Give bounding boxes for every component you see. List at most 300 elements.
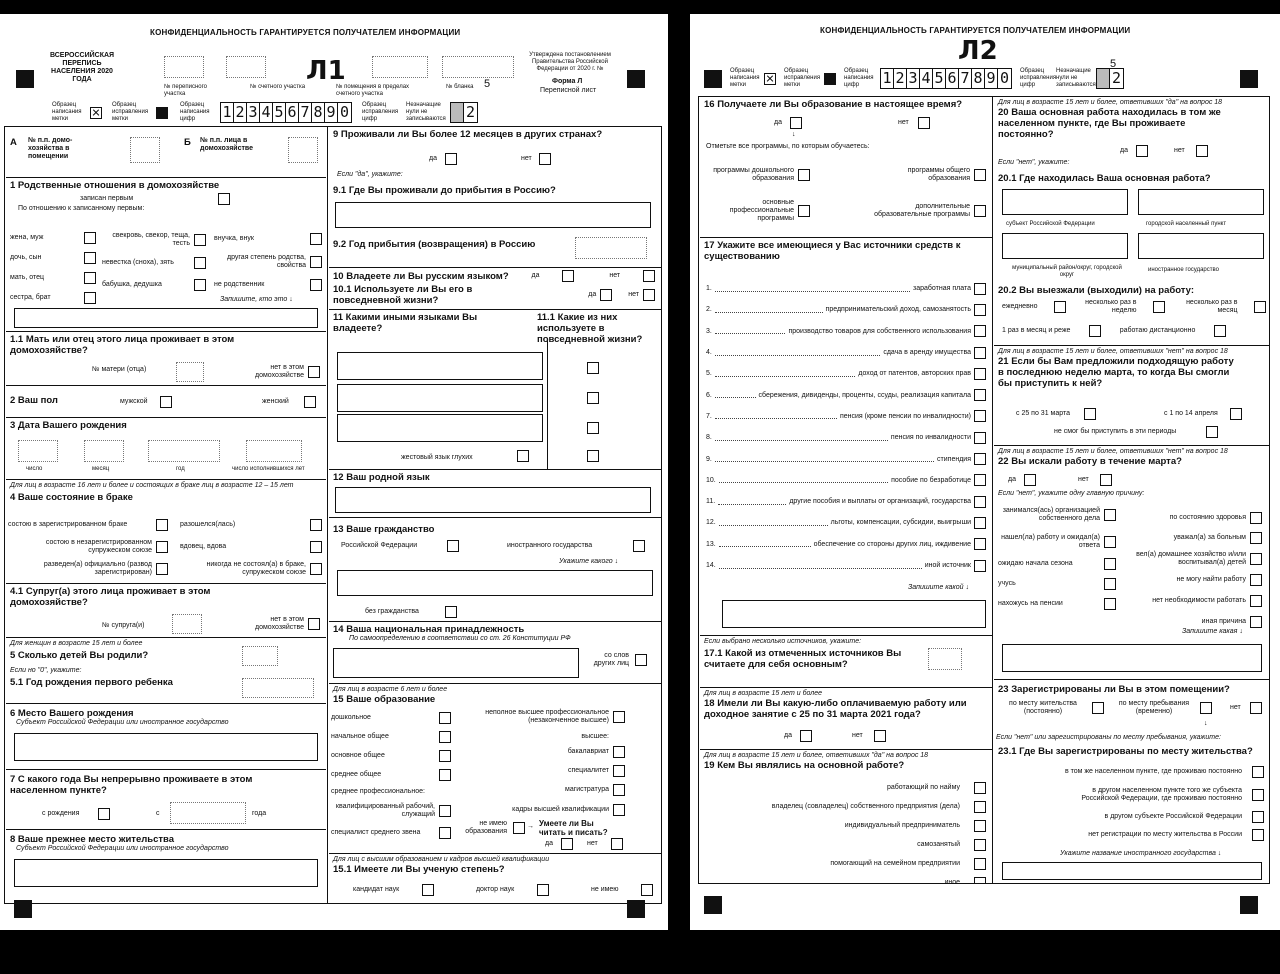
- question-title: 8 Ваше прежнее место жительства: [10, 834, 175, 845]
- relation-checkbox[interactable]: [84, 232, 96, 244]
- language-field-2[interactable]: [337, 384, 543, 412]
- marital-checkbox[interactable]: [156, 519, 168, 531]
- income-label: пенсия (кроме пенсии по инвалидности): [839, 412, 971, 420]
- marital-checkbox[interactable]: [156, 563, 168, 575]
- language-daily-checkbox-3[interactable]: [587, 422, 599, 434]
- relation-checkbox[interactable]: [194, 257, 206, 269]
- since-birth-checkbox[interactable]: [98, 808, 110, 820]
- question-title: 21 Если бы Вам предложили подходящую работу в последнюю неделю марта, то когда Вы смогли бы приступить к ней?: [998, 356, 1234, 389]
- arrival-year-box[interactable]: [575, 237, 647, 259]
- option-label: доктор наук: [475, 886, 515, 893]
- question-title: 9.2 Год прибытия (возвращения) в Россию: [333, 239, 536, 250]
- job-status-list: [710, 778, 986, 883]
- confidentiality-notice: КОНФИДЕНЦИАЛЬНОСТЬ ГАРАНТИРУЕТСЯ ПОЛУЧАТЕЛЕМ ИНФОРМАЦИИ: [150, 28, 461, 37]
- question-title: 13 Ваше гражданство: [333, 524, 435, 535]
- option-label: мужской: [120, 398, 148, 405]
- russian-no-checkbox[interactable]: [643, 270, 655, 282]
- read-write-question: Умеете ли Вы читать и писать?: [539, 819, 608, 837]
- studying-no-checkbox[interactable]: [918, 117, 930, 129]
- reason-checkbox[interactable]: [1250, 512, 1262, 524]
- income-label: предпринимательский доход, самозанятость: [825, 306, 971, 314]
- education-checkbox[interactable]: [613, 804, 625, 816]
- marital-col-a: [8, 514, 168, 580]
- census-form-l1: [0, 14, 668, 930]
- stateless-checkbox[interactable]: [445, 606, 457, 618]
- job-status-checkbox[interactable]: [974, 858, 986, 870]
- reason-checkbox[interactable]: [1250, 616, 1262, 628]
- income-label: доход от патентов, авторских прав: [858, 370, 971, 378]
- work-region-field[interactable]: [1002, 189, 1128, 215]
- relation-checkbox[interactable]: [84, 252, 96, 264]
- q6-birthplace: [6, 703, 326, 769]
- residence-checkbox[interactable]: [1252, 766, 1264, 778]
- digit: 1: [881, 69, 894, 88]
- if-no-note: Если "нет", укажите:: [998, 159, 1070, 166]
- question-title: 20 Ваша основная работа находилась в том же населенном пункте, где Вы проживаете постоянно?: [998, 107, 1221, 140]
- same-locality-no-checkbox[interactable]: [1196, 145, 1208, 157]
- citizenship-foreign-checkbox[interactable]: [633, 540, 645, 552]
- age-note: Для лиц в возрасте 15 лет и более, ответивших "да" на вопрос 18: [998, 99, 1223, 106]
- degree-checkbox[interactable]: [641, 884, 653, 896]
- relation-checkbox[interactable]: [194, 279, 206, 291]
- read-no-checkbox[interactable]: [611, 838, 623, 850]
- q15-education: Для лиц в возрасте 6 лет и более 15 Ваше образование дошкольное начальное общее основное общее среднее общее среднее профессиональное: квалифицированный рабочий, служащий специалист среднего звена неполное высшее профессиональное (незаконченное высшее) высшее: бакалавриат специалитет магистратура кадры высшей квалификации не имею образования → Умеете ли Вы читать и писать? да нет: [329, 683, 661, 853]
- option-label: занимался(ась) организацией собственного дела: [1002, 507, 1100, 522]
- option-label: несколько раз в неделю: [1085, 299, 1137, 314]
- q10-russian: [329, 267, 661, 309]
- samples-row: [730, 68, 1124, 89]
- birth-month-box[interactable]: [84, 440, 124, 462]
- question-title: 14 Ваша национальная принадлежность: [333, 624, 525, 635]
- age-note: Для лиц в возрасте 15 лет и более, ответивших "да" на вопрос 18: [704, 752, 929, 759]
- write-who-note: Запишите, кто это ↓: [220, 296, 293, 303]
- q17-1-main-source: [700, 635, 992, 687]
- commute-checkbox[interactable]: [1054, 301, 1066, 313]
- work-country-field[interactable]: [1138, 233, 1264, 259]
- marital-checkbox[interactable]: [310, 563, 322, 575]
- relation-note: По отношению к записанному первым:: [18, 205, 145, 212]
- question-title: 23 Зарегистрированы ли Вы в этом помещении?: [998, 684, 1230, 695]
- search-yes-checkbox[interactable]: [1024, 474, 1036, 486]
- question-title: 3 Дата Вашего рождения: [10, 420, 127, 431]
- income-checkbox[interactable]: [974, 538, 986, 550]
- option-label: нет регистрации по месту жительства в России: [1088, 831, 1242, 838]
- field-a-label: № п.п. домо-хозяйства в помещении: [28, 137, 73, 160]
- registration-marker: [1240, 70, 1258, 88]
- language-daily-checkbox-1[interactable]: [587, 362, 599, 374]
- income-checkbox[interactable]: [974, 389, 986, 401]
- language-daily-checkbox-2[interactable]: [587, 392, 599, 404]
- question-title: 17.1 Какой из отмеченных источников Вы считаете для себя основным?: [704, 648, 902, 670]
- commute-checkbox[interactable]: [1089, 325, 1101, 337]
- previous-country-field[interactable]: [335, 202, 651, 228]
- program-checkbox[interactable]: [798, 205, 810, 217]
- option-label: не могу найти работу: [1176, 576, 1246, 583]
- option-label: вдовец, вдова: [180, 543, 227, 550]
- russian-yes-checkbox[interactable]: [562, 270, 574, 282]
- work-district-field[interactable]: [1002, 233, 1128, 259]
- paid-work-no-checkbox[interactable]: [874, 730, 886, 742]
- relation-checkbox[interactable]: [310, 256, 322, 268]
- reason-checkbox[interactable]: [1104, 598, 1116, 610]
- other-reason-field[interactable]: [1002, 644, 1262, 672]
- digit: 1: [221, 103, 234, 122]
- option-label: иная причина: [1201, 618, 1246, 625]
- residence-list: [1000, 762, 1264, 844]
- first-recorded-checkbox[interactable]: [218, 193, 230, 205]
- degree-checkbox[interactable]: [422, 884, 434, 896]
- registration-checkbox[interactable]: [1250, 702, 1262, 714]
- program-checkbox[interactable]: [974, 169, 986, 181]
- education-col-b: [485, 702, 625, 821]
- education-checkbox[interactable]: [613, 784, 625, 796]
- option-label: без гражданства: [365, 608, 419, 615]
- sample-digits-label: Образец написания цифр: [844, 68, 874, 88]
- spouse-number-label: № супруга(и): [102, 622, 145, 629]
- reason-checkbox[interactable]: [1104, 558, 1116, 570]
- income-label: сдача в аренду имущества: [883, 349, 971, 357]
- read-yes-checkbox[interactable]: [561, 838, 573, 850]
- start-period-checkbox[interactable]: [1084, 408, 1096, 420]
- write-who-label: Запишите, кто это: [220, 296, 288, 303]
- marital-col-b: [180, 514, 322, 580]
- question-title: 22 Вы искали работу в течение марта?: [998, 456, 1182, 467]
- abroad-no-checkbox[interactable]: [539, 153, 551, 165]
- abroad-yes-checkbox[interactable]: [445, 153, 457, 165]
- education-col-a: [331, 708, 451, 844]
- education-checkbox[interactable]: [439, 827, 451, 839]
- which-country-note: Укажите какого ↓: [559, 558, 619, 565]
- q20-work-location: [994, 97, 1269, 345]
- question-title: 11 Какими иными языками Вы владеете?: [333, 312, 478, 334]
- yes-label: да: [784, 732, 792, 739]
- option-label: никогда не состоял(а) в браке, супружеском союзе: [206, 561, 306, 576]
- reason-checkbox[interactable]: [1250, 532, 1262, 544]
- reason-checkbox[interactable]: [1250, 553, 1262, 565]
- mother-number-box[interactable]: [176, 362, 204, 382]
- income-checkbox[interactable]: [974, 368, 986, 380]
- income-checkbox[interactable]: [974, 474, 986, 486]
- blank-number: 5: [1110, 58, 1117, 70]
- birth-day-box[interactable]: [18, 440, 58, 462]
- census-title: ВСЕРОССИЙСКАЯ ПЕРЕПИСЬ НАСЕЛЕНИЯ 2020 ГОДА: [49, 52, 115, 83]
- yes-label: да: [545, 840, 553, 847]
- sign-language-checkbox[interactable]: [517, 450, 529, 462]
- age-note: Для лиц в возрасте 15 лет и более: [704, 690, 822, 697]
- marital-checkbox[interactable]: [310, 541, 322, 553]
- q18-paid-work: [700, 687, 992, 749]
- reasons-col-b: [1126, 508, 1262, 632]
- option-label: по месту жительства (постоянно): [1009, 700, 1077, 715]
- digit: 0: [999, 69, 1010, 87]
- residence-checkbox[interactable]: [1252, 789, 1264, 801]
- income-label: производство товаров для собственного использования: [788, 327, 971, 335]
- marital-checkbox[interactable]: [156, 541, 168, 553]
- citizenship-country-field[interactable]: [337, 570, 653, 596]
- question-title: 6 Место Вашего рождения: [10, 708, 134, 719]
- q7-residence-year: [6, 769, 326, 829]
- date-label: число исполнившихся лет: [232, 466, 305, 472]
- option-label: среднее общее: [331, 770, 382, 778]
- russian-daily-no-checkbox[interactable]: [643, 289, 655, 301]
- field-b-label: № п.п. лица в домохозяйстве: [200, 137, 254, 152]
- which-reason-label: Запишите какая: [1182, 628, 1238, 635]
- option-label: нет: [1230, 704, 1241, 711]
- census-area-box[interactable]: [164, 56, 204, 78]
- income-label: пенсия по инвалидности: [890, 434, 971, 442]
- digit: 7: [959, 69, 972, 88]
- q9-2-arrival: [329, 233, 661, 265]
- main-source-box[interactable]: [928, 648, 962, 670]
- question-title: 18 Имели ли Вы какую-либо оплачиваемую работу или доходное занятие с 25 по 31 марта 2021 года?: [704, 698, 967, 720]
- option-label: ожидаю начала сезона: [998, 560, 1073, 567]
- q23-registration: 23 Зарегистрированы ли Вы в этом помещении? по месту жительства (постоянно) по месту пребывания (временно) нет ↓ Если "нет" или зарегистрированы по месту пребывания, укажите: 23.1 Где Вы зарегистрированы по месту жительства? в том же населенном пункте, где проживаю постоянно в другом населенном пункте того же субъекта Российской Федерации, где проживаю постоянно в другом субъекте Российской Федерации нет регистрации по месту жительства в России Укажите название иностранного государства ↓: [994, 679, 1269, 883]
- option-label: иностранного государства: [507, 542, 593, 549]
- relation-text-field[interactable]: [14, 308, 318, 328]
- education-checkbox[interactable]: [613, 711, 625, 723]
- option-label: нет в этом домохозяйстве: [255, 616, 304, 631]
- education-checkbox[interactable]: [613, 746, 625, 758]
- job-status-checkbox[interactable]: [974, 782, 986, 794]
- samples-row: [52, 102, 478, 123]
- question-title: 4 Ваше состояние в браке: [10, 492, 133, 503]
- digit: 2: [234, 103, 247, 122]
- program-checkbox[interactable]: [974, 205, 986, 217]
- language-daily-checkbox-4[interactable]: [587, 450, 599, 462]
- sample-fix-digit: [450, 102, 478, 123]
- education-checkbox[interactable]: [439, 769, 451, 781]
- relation-checkbox[interactable]: [310, 233, 322, 245]
- option-label: сестра, брат: [10, 294, 51, 301]
- registration-marker: [627, 70, 645, 88]
- relation-col-a: [10, 228, 96, 308]
- option-label: кандидат наук: [353, 886, 400, 893]
- person-number-box[interactable]: [288, 137, 318, 163]
- education-checkbox[interactable]: [439, 731, 451, 743]
- income-checkbox[interactable]: [974, 517, 986, 529]
- digit: 3: [247, 103, 260, 122]
- mother-number-label: № матери (отца): [92, 366, 147, 373]
- income-checkbox[interactable]: [974, 347, 986, 359]
- income-checkbox[interactable]: [974, 304, 986, 316]
- income-checkbox[interactable]: [974, 496, 986, 508]
- no-label: нет: [609, 272, 621, 279]
- form-code: Л1: [306, 56, 346, 86]
- birth-year-box[interactable]: [148, 440, 220, 462]
- male-checkbox[interactable]: [160, 396, 172, 408]
- sample-mark-label: Образец написания метки: [730, 68, 760, 88]
- option-label: дошкольное: [331, 713, 371, 721]
- start-period-checkbox[interactable]: [1206, 426, 1218, 438]
- foreign-state-field[interactable]: [1002, 862, 1262, 880]
- birthplace-field[interactable]: [14, 733, 318, 761]
- income-checkbox[interactable]: [974, 560, 986, 572]
- option-label: кадры высшей квалификации: [512, 806, 609, 813]
- reason-checkbox[interactable]: [1104, 536, 1116, 548]
- id-label: № помещения в пределах счетного участка: [336, 84, 410, 97]
- studying-yes-checkbox[interactable]: [790, 117, 802, 129]
- degree-checkbox[interactable]: [537, 884, 549, 896]
- first-child-year-box[interactable]: [242, 678, 314, 698]
- relation-checkbox[interactable]: [84, 292, 96, 304]
- blank-number: 5: [484, 78, 491, 90]
- since-year-box[interactable]: [170, 802, 246, 824]
- question-title: 11.1 Какие из них используете в повседневной жизни?: [537, 312, 643, 345]
- residence-checkbox[interactable]: [1252, 811, 1264, 823]
- several-note: Если выбрано несколько источников, укажите:: [704, 638, 862, 645]
- foreign-state-note: Укажите название иностранного государства ↓: [1060, 850, 1222, 857]
- income-checkbox[interactable]: [974, 283, 986, 295]
- option-label: жестовый язык глухих: [401, 454, 473, 461]
- reason-checkbox[interactable]: [1104, 578, 1116, 590]
- program-checkbox[interactable]: [798, 169, 810, 181]
- job-status-checkbox[interactable]: [974, 839, 986, 851]
- question-title: 5.1 Год рождения первого ребенка: [10, 677, 173, 688]
- q9-1-where: [329, 183, 661, 233]
- id-label: № бланка: [446, 84, 474, 90]
- option-label: владелец (совладелец) собственного предприятия (дела): [771, 802, 960, 810]
- no-label: нет: [898, 119, 909, 126]
- relation-checkbox[interactable]: [194, 234, 206, 246]
- option-label: бабушка, дедушка: [102, 281, 162, 288]
- q1-1-parent: [6, 331, 326, 385]
- q9-abroad: [329, 127, 661, 183]
- nationality-field[interactable]: [333, 648, 579, 678]
- registration-checkbox[interactable]: [1092, 702, 1104, 714]
- reason-checkbox[interactable]: [1250, 595, 1262, 607]
- income-checkbox[interactable]: [974, 325, 986, 337]
- language-field-3[interactable]: [337, 414, 543, 442]
- words-of-others-checkbox[interactable]: [635, 654, 647, 666]
- sample-fix-box: [156, 107, 168, 119]
- section-ab: [6, 127, 326, 177]
- russian-daily-yes-checkbox[interactable]: [600, 289, 612, 301]
- field-b-letter: Б: [184, 137, 191, 148]
- job-status-checkbox[interactable]: [974, 801, 986, 813]
- education-checkbox[interactable]: [439, 750, 451, 762]
- field-hint: По самоопределению в соответствии со ст. 26 Конституции РФ: [349, 635, 571, 642]
- income-label: сбережения, дивиденды, проценты, ссуды, реализация капитала: [758, 391, 971, 399]
- form-sub: Переписной лист: [540, 87, 597, 94]
- digit: 9: [325, 103, 338, 122]
- option-label: по месту пребывания (временно): [1118, 700, 1190, 715]
- reason-note: Если "нет", укажите одну главную причину:: [998, 490, 1145, 497]
- commute-checkbox[interactable]: [1254, 301, 1266, 313]
- native-language-field[interactable]: [335, 487, 651, 513]
- question-title: 5 Сколько детей Вы родили?: [10, 650, 149, 661]
- yes-label: да: [1008, 476, 1016, 483]
- job-status-checkbox[interactable]: [974, 820, 986, 832]
- census-form-l2: [690, 14, 1280, 930]
- column-divider: [992, 96, 993, 884]
- option-label: с 1 по 14 апреля: [1164, 410, 1218, 417]
- sample-fix-digits-label: Образец исправления цифр: [362, 102, 399, 122]
- premise-box[interactable]: [372, 56, 428, 78]
- commute-checkbox[interactable]: [1153, 301, 1165, 313]
- spouse-number-box[interactable]: [172, 614, 202, 634]
- digit: 0: [339, 103, 350, 121]
- age-note: Для лиц в возрасте 16 лет и более и состоящих в браке лиц в возрасте 12 – 15 лет: [10, 482, 294, 489]
- option-label: учусь: [998, 580, 1016, 587]
- option-label: по состоянию здоровья: [1169, 514, 1246, 521]
- children-count-box[interactable]: [242, 646, 278, 666]
- date-label: число: [26, 466, 43, 472]
- job-status-checkbox[interactable]: [974, 877, 986, 884]
- if-yes-note: Если "да", укажите:: [337, 171, 403, 178]
- education-checkbox[interactable]: [613, 765, 625, 777]
- education-checkbox[interactable]: [439, 805, 451, 817]
- field-hint: Субъект Российской Федерации или иностранное государство: [16, 719, 229, 726]
- no-label: нет: [521, 155, 532, 162]
- reason-checkbox[interactable]: [1104, 509, 1116, 521]
- residence-checkbox[interactable]: [1252, 829, 1264, 841]
- income-checkbox[interactable]: [974, 432, 986, 444]
- search-no-checkbox[interactable]: [1100, 474, 1112, 486]
- q11-languages: [329, 309, 661, 469]
- digit: 7: [299, 103, 312, 122]
- id-label: № счетного участка: [250, 84, 306, 90]
- q1-relations: [6, 177, 326, 331]
- citizenship-rf-checkbox[interactable]: [447, 540, 459, 552]
- option-label: уважал(а) за больным: [1173, 534, 1246, 541]
- digit: 2: [465, 103, 476, 121]
- option-label: иное: [944, 878, 960, 883]
- q21-start-work: [994, 345, 1269, 445]
- other-income-field[interactable]: [722, 600, 986, 628]
- option-label: Российской Федерации: [341, 542, 418, 549]
- income-label: обеспечение со стороны других лиц, иждивение: [813, 540, 971, 548]
- count-area-box[interactable]: [226, 56, 266, 78]
- digit: 2: [1111, 69, 1122, 87]
- age-note: Для лиц с высшим образованием и кадров высшей квалификации: [333, 856, 550, 863]
- marital-checkbox[interactable]: [310, 519, 322, 531]
- option-label: высшее:: [581, 733, 609, 740]
- option-label: со слов других лиц: [593, 652, 629, 667]
- female-checkbox[interactable]: [304, 396, 316, 408]
- which-income-note: Запишите какой ↓: [908, 584, 969, 591]
- age-box[interactable]: [246, 440, 302, 462]
- commute-checkbox[interactable]: [1214, 325, 1226, 337]
- language-field-1[interactable]: [337, 352, 543, 380]
- blank-box[interactable]: [442, 56, 514, 78]
- start-period-checkbox[interactable]: [1230, 408, 1242, 420]
- sample-fix-box: [824, 73, 836, 85]
- option-label: нахожусь на пенсии: [998, 600, 1063, 607]
- option-label: внучка, внук: [214, 235, 254, 242]
- option-label: дополнительные образовательные программы: [874, 203, 970, 218]
- question-title: 1.1 Мать или отец этого лица проживает в этом домохозяйстве?: [10, 334, 235, 356]
- work-city-field[interactable]: [1138, 189, 1264, 215]
- option-label: нет необходимости работать: [1152, 597, 1246, 604]
- income-checkbox[interactable]: [974, 453, 986, 465]
- option-label: несколько раз в месяц: [1186, 299, 1238, 314]
- relation-checkbox[interactable]: [310, 279, 322, 291]
- parent-absent-checkbox[interactable]: [308, 366, 320, 378]
- option-label: программы общего образования: [907, 167, 970, 182]
- registration-checkbox[interactable]: [1200, 702, 1212, 714]
- spouse-absent-checkbox[interactable]: [308, 618, 320, 630]
- education-checkbox[interactable]: [439, 712, 451, 724]
- option-label: самозанятый: [917, 840, 960, 848]
- no-education-checkbox[interactable]: [513, 822, 525, 834]
- previous-residence-field[interactable]: [14, 859, 318, 887]
- same-locality-yes-checkbox[interactable]: [1136, 145, 1148, 157]
- paid-work-yes-checkbox[interactable]: [800, 730, 812, 742]
- relation-checkbox[interactable]: [84, 272, 96, 284]
- income-checkbox[interactable]: [974, 410, 986, 422]
- reason-checkbox[interactable]: [1250, 574, 1262, 586]
- household-number-box[interactable]: [130, 137, 160, 163]
